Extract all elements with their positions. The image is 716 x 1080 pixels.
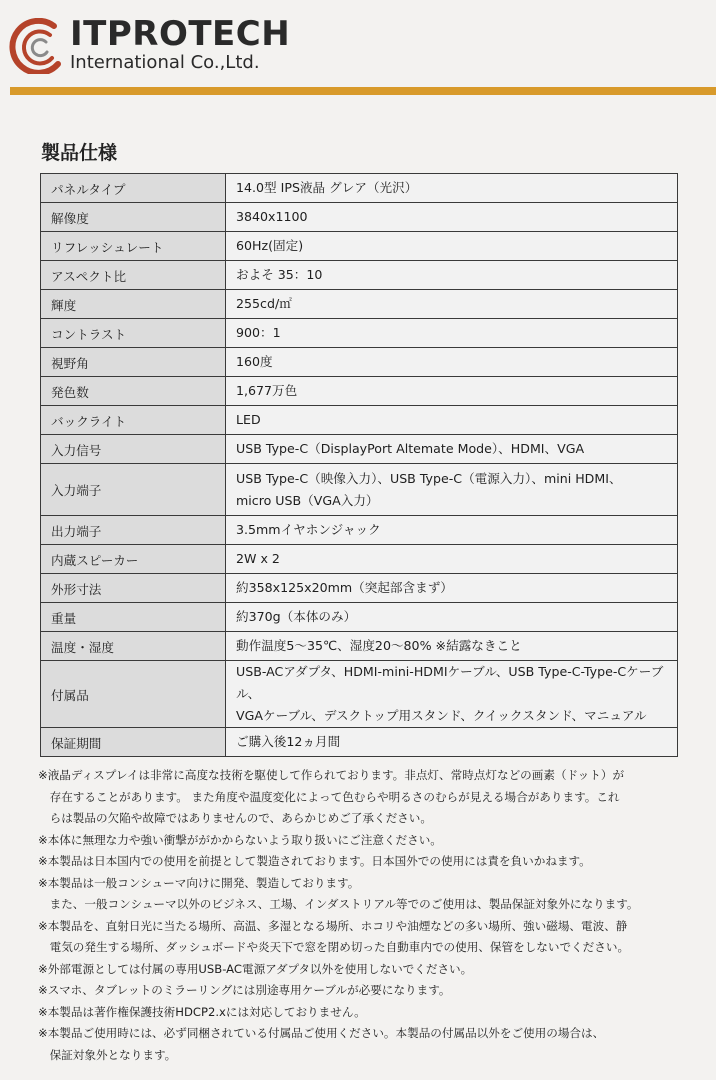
table-row bbox=[41, 203, 678, 232]
spec-value-line: micro USB（VGA入力） bbox=[236, 492, 379, 508]
note-line: ※本製品は一般コンシューマ向けに開発、製造しております。 bbox=[38, 875, 360, 890]
spec-table bbox=[40, 173, 678, 757]
brand-subtitle: International Co.,Ltd. bbox=[70, 52, 260, 73]
company-logo-icon bbox=[6, 18, 68, 74]
table-row bbox=[41, 661, 678, 728]
note-line: 電気の発生する場所、ダッシュボードや炎天下で窓を閉め切った自動車内での使用、保管をしないでください。 bbox=[38, 940, 630, 954]
spec-label: 出力端子 bbox=[41, 516, 226, 545]
spec-label: 重量 bbox=[41, 603, 226, 632]
table-row bbox=[41, 632, 678, 661]
header-divider bbox=[10, 87, 716, 95]
note-line: ※本製品を、直射日光に当たる場所、高温、多湿となる場所、ホコリや油煙などの多い場所、強い磁場、電波、静 bbox=[38, 918, 628, 933]
spec-label: パネルタイプ bbox=[41, 174, 226, 203]
spec-label: コントラスト bbox=[41, 319, 226, 348]
spec-value: 160度 bbox=[226, 348, 678, 377]
spec-value-line: USB-ACアダプタ、HDMI-mini-HDMIケーブル、USB Type-C-Type-Cケーブル、 bbox=[236, 664, 664, 701]
note-line: ※スマホ、タブレットのミラーリングには別途専用ケーブルが必要になります。 bbox=[38, 983, 451, 997]
spec-value: ご購入後12ヵ月間 bbox=[226, 728, 678, 757]
spec-value-line: USB Type-C（映像入力）、USB Type-C（電源入力）、mini HDMI、 bbox=[236, 470, 622, 486]
spec-value: 約358x125x20mm（突起部含まず） bbox=[226, 574, 678, 603]
spec-label: 外形寸法 bbox=[41, 574, 226, 603]
spec-value bbox=[226, 661, 678, 728]
spec-value: 900：1 bbox=[226, 319, 678, 348]
spec-value-line: VGAケーブル、デスクトップ用スタンド、クイックスタンド、マニュアル bbox=[236, 708, 647, 723]
section-title: 製品仕様 bbox=[41, 142, 118, 164]
spec-label: 内蔵スピーカー bbox=[41, 545, 226, 574]
note-line: ※本製品は著作権保護技術HDCP2.xには対応しておりません。 bbox=[38, 1004, 366, 1019]
spec-value bbox=[226, 464, 678, 516]
note-line: 存在することがあります。 また角度や温度変化によって色むらや明るさのむらが見える場合があります。これ bbox=[38, 789, 620, 804]
note-line: ※本体に無理な力や強い衝撃ががかからないよう取り扱いにご注意ください。 bbox=[38, 832, 442, 847]
spec-label: アスペクト比 bbox=[41, 261, 226, 290]
table-row bbox=[41, 728, 678, 757]
spec-label: 入力端子 bbox=[41, 464, 226, 516]
spec-label: 付属品 bbox=[41, 661, 226, 728]
spec-label: 入力信号 bbox=[41, 435, 226, 464]
spec-value: 約370g（本体のみ） bbox=[226, 603, 678, 632]
spec-label: 視野角 bbox=[41, 348, 226, 377]
spec-label: 解像度 bbox=[41, 203, 226, 232]
note-line: ※本製品ご使用時には、必ず同梱されている付属品ご使用ください。本製品の付属品以外をご使用の場合は、 bbox=[38, 1026, 605, 1040]
note-line: また、一般コンシューマ以外のビジネス、工場、インダストリアル等でのご使用は、製品保証対象外になります。 bbox=[38, 897, 639, 911]
table-row bbox=[41, 348, 678, 377]
note-line: らは製品の欠陥や故障ではありませんので、あらかじめご了承ください。 bbox=[38, 811, 432, 825]
spec-label: 保証期間 bbox=[41, 728, 226, 757]
note-line: ※液晶ディスプレイは非常に高度な技術を駆使して作られております。非点灯、常時点灯などの画素（ドット）が bbox=[38, 768, 625, 782]
notes-section bbox=[38, 765, 686, 1066]
table-row bbox=[41, 435, 678, 464]
spec-value: 動作温度5～35℃、湿度20～80% ※結露なきこと bbox=[226, 632, 678, 661]
brand-name: ITPROTECH bbox=[70, 14, 291, 54]
spec-label: リフレッシュレート bbox=[41, 232, 226, 261]
table-row bbox=[41, 545, 678, 574]
spec-value: USB Type-C（DisplayPort Altemate Mode）、HDMI、VGA bbox=[226, 435, 678, 464]
table-row bbox=[41, 174, 678, 203]
spec-label: バックライト bbox=[41, 406, 226, 435]
spec-value: 3840x1100 bbox=[226, 203, 678, 232]
header bbox=[0, 0, 716, 96]
spec-label: 温度・湿度 bbox=[41, 632, 226, 661]
note-line: ※本製品は日本国内での使用を前提として製造されております。日本国外での使用には責を負いかねます。 bbox=[38, 854, 591, 868]
table-row bbox=[41, 232, 678, 261]
note-line: ※外部電源としては付属の専用USB-AC電源アダプタ以外を使用しないでください。 bbox=[38, 961, 473, 976]
table-row bbox=[41, 603, 678, 632]
spec-label: 輝度 bbox=[41, 290, 226, 319]
spec-value: 255cd/㎡ bbox=[226, 290, 678, 319]
table-row bbox=[41, 261, 678, 290]
table-row bbox=[41, 377, 678, 406]
table-row bbox=[41, 574, 678, 603]
spec-value: 3.5mmイヤホンジャック bbox=[226, 516, 678, 545]
spec-value: 2W x 2 bbox=[226, 545, 678, 574]
spec-value: およそ 35：10 bbox=[226, 261, 678, 290]
note-line: 保証対象外となります。 bbox=[38, 1047, 177, 1062]
spec-value: 1,677万色 bbox=[226, 377, 678, 406]
spec-label: 発色数 bbox=[41, 377, 226, 406]
table-row bbox=[41, 290, 678, 319]
table-row bbox=[41, 516, 678, 545]
spec-value: 14.0型 IPS液晶 グレア（光沢） bbox=[226, 174, 678, 203]
table-row bbox=[41, 464, 678, 516]
spec-value: 60Hz(固定) bbox=[226, 232, 678, 261]
table-row bbox=[41, 319, 678, 348]
table-row bbox=[41, 406, 678, 435]
spec-value: LED bbox=[226, 406, 678, 435]
